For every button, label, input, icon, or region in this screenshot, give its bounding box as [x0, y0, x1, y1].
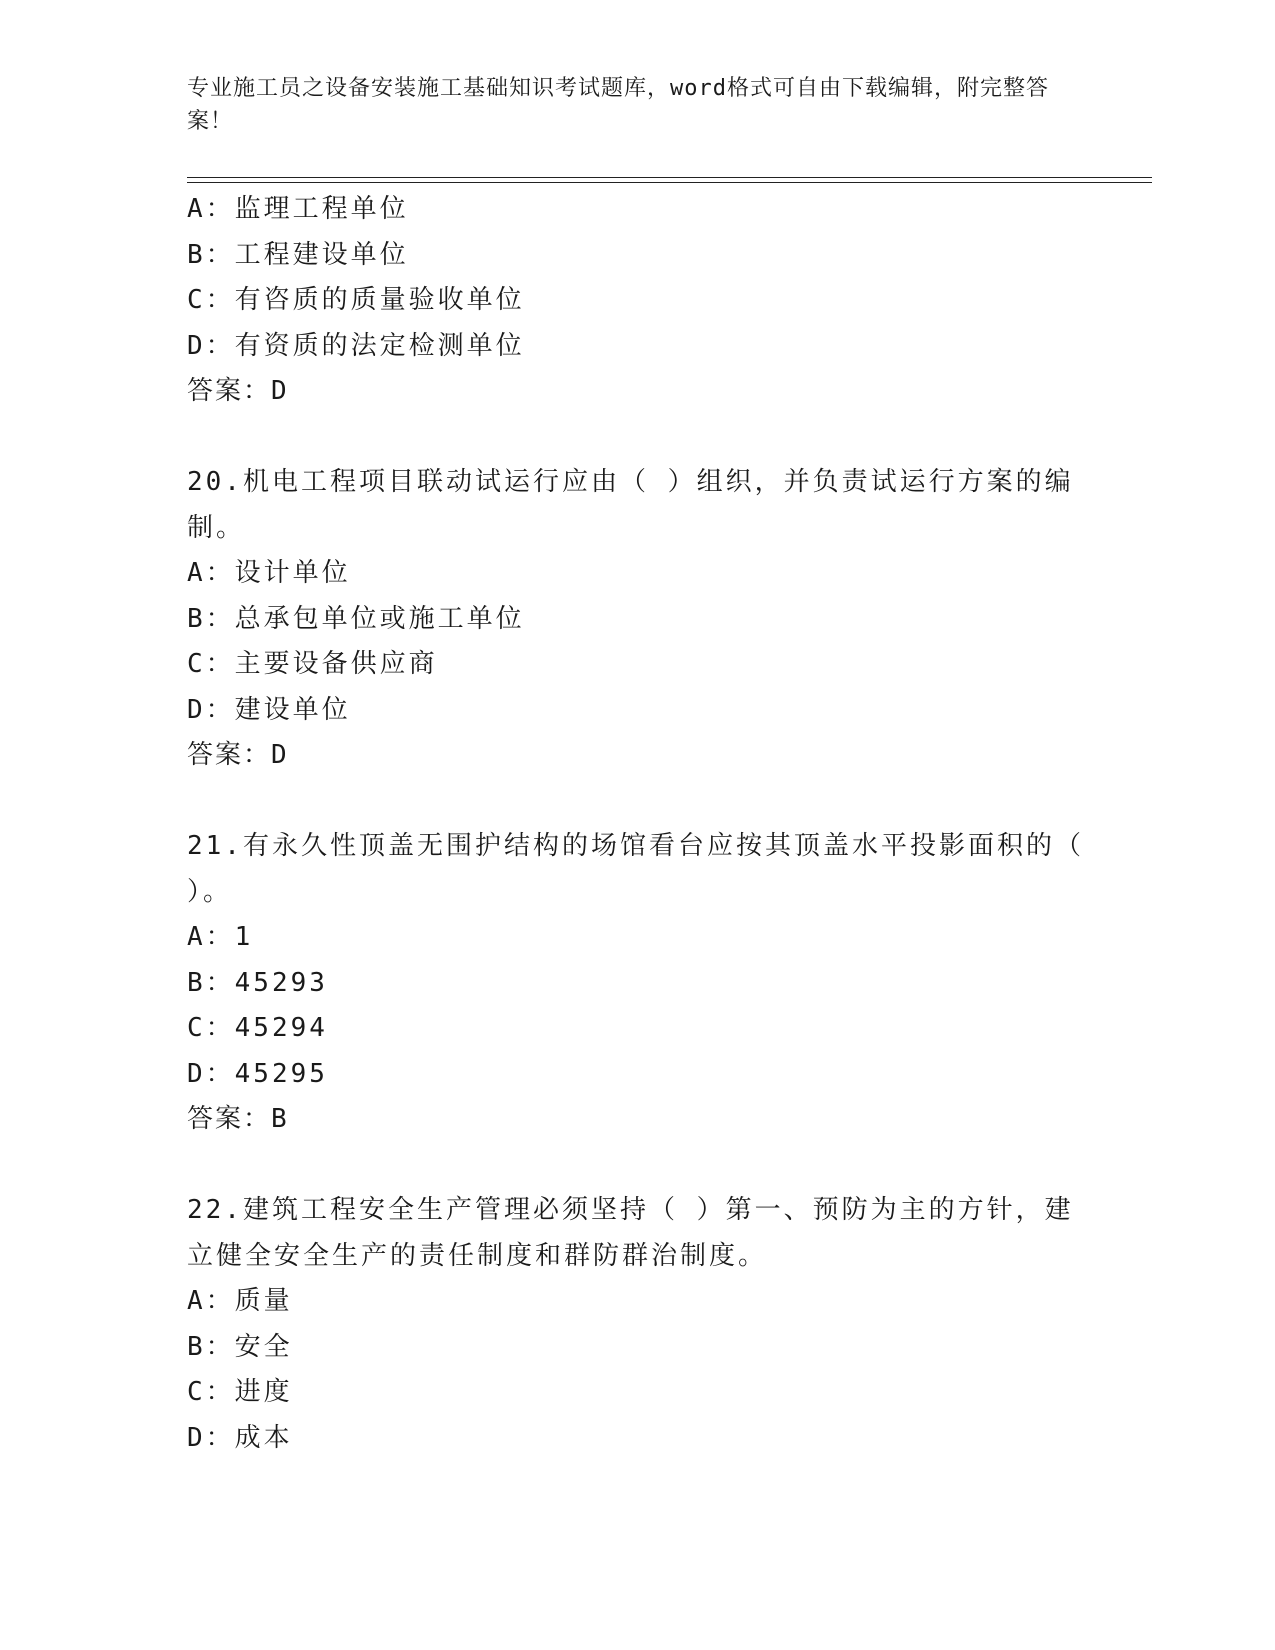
question-stem-line-1: 22.建筑工程安全生产管理必须坚持（ ）第一、预防为主的方针，建: [187, 1195, 1074, 1225]
question-stem-line-2: ）。: [187, 876, 233, 907]
question-20: [187, 460, 1074, 779]
option-d: D：有资质的法定检测单位: [187, 330, 525, 361]
option-b: B：工程建设单位: [187, 239, 409, 270]
option-d: D：建设单位: [187, 694, 351, 725]
answer-line: 答案：B: [187, 1104, 289, 1134]
header-divider-top: [187, 177, 1152, 178]
question-stem-line-2: 立健全安全生产的责任制度和群防群治制度。: [187, 1240, 768, 1271]
option-b: B：安全: [187, 1331, 293, 1362]
option-d: D：成本: [187, 1422, 293, 1453]
option-c: C：有咨质的质量验收单位: [187, 285, 525, 315]
header-divider-bottom: [187, 182, 1152, 183]
spacer: [187, 779, 1067, 825]
option-a: A：监理工程单位: [187, 194, 409, 224]
option-d: D：45295: [187, 1058, 328, 1089]
option-c: C：45294: [187, 1013, 328, 1043]
option-a: A：设计单位: [187, 558, 351, 588]
option-a: A：质量: [187, 1286, 293, 1316]
answer-line: 答案：D: [187, 376, 289, 406]
question-21: [187, 824, 1084, 1143]
question-19-continued: [187, 187, 1067, 415]
question-stem-line-2: 制。: [187, 512, 246, 543]
question-list: [187, 187, 1084, 1461]
answer-line: 答案：D: [187, 740, 289, 770]
spacer: [187, 1143, 1067, 1189]
option-b: B：45293: [187, 967, 328, 998]
document-header: 专业施工员之设备安装施工基础知识考试题库，word格式可自由下载编辑，附完整答案！: [187, 76, 1049, 134]
question-22: [187, 1188, 1074, 1461]
question-stem-line-1: 21.有永久性顶盖无围护结构的场馆看台应按其顶盖水平投影面积的（: [187, 831, 1084, 861]
option-c: C：主要设备供应商: [187, 649, 438, 679]
option-c: C：进度: [187, 1377, 293, 1407]
spacer: [187, 415, 1067, 461]
question-stem-line-1: 20.机电工程项目联动试运行应由（ ）组织，并负责试运行方案的编: [187, 467, 1074, 497]
option-b: B：总承包单位或施工单位: [187, 603, 525, 634]
option-a: A：1: [187, 922, 254, 952]
